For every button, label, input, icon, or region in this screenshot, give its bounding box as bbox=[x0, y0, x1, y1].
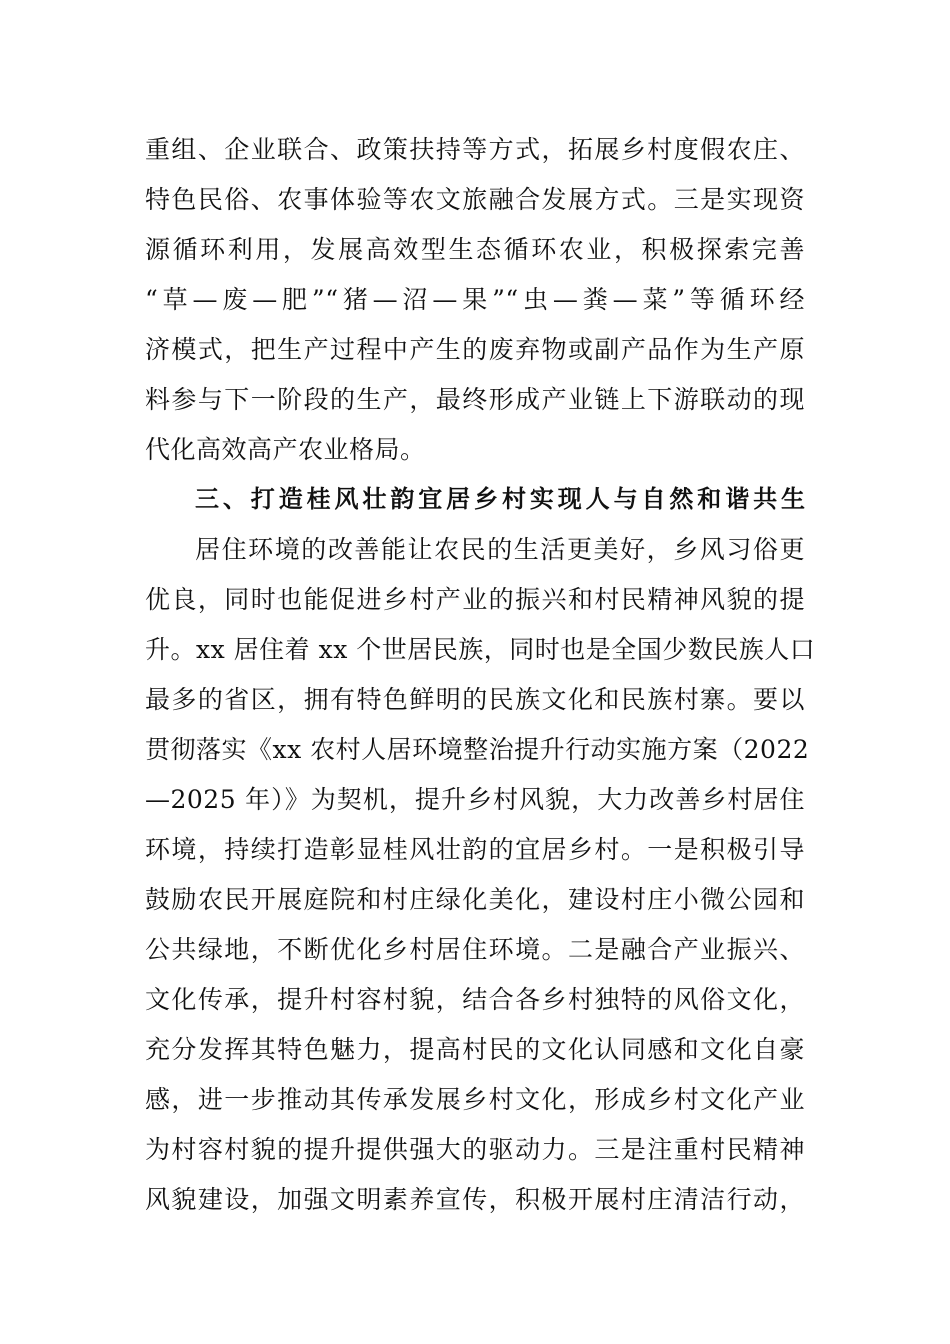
paragraph-line: “草—废—肥”“猪—沼—果”“虫—粪—菜”等循环经 bbox=[145, 285, 805, 314]
paragraph-line: 鼓励农民开展庭院和村庄绿化美化，建设村庄小微公园和 bbox=[145, 885, 805, 914]
paragraph-line: 升。xx 居住着 xx 个世居民族，同时也是全国少数民族人口 bbox=[145, 635, 816, 664]
paragraph-resource-recycling bbox=[145, 135, 805, 465]
section-heading: 三、打造桂风壮韵宜居乡村实现人与自然和谐共生 bbox=[195, 485, 805, 513]
paragraph-line: 源循环利用，发展高效型生态循环农业，积极探索完善 bbox=[145, 235, 805, 264]
paragraph-line: 代化高效高产农业格局。 bbox=[145, 435, 426, 464]
paragraph-line: 特色民俗、农事体验等农文旅融合发展方式。三是实现资 bbox=[145, 185, 805, 214]
paragraph-line: 居住环境的改善能让农民的生活更美好，乡风习俗更 bbox=[195, 535, 805, 564]
paragraph-living-environment bbox=[145, 535, 816, 1215]
paragraph-line: 文化传承，提升村容村貌，结合各乡村独特的风俗文化， bbox=[145, 985, 805, 1014]
paragraph-line: 充分发挥其特色魅力，提高村民的文化认同感和文化自豪 bbox=[145, 1035, 805, 1064]
paragraph-line: 感，进一步推动其传承发展乡村文化，形成乡村文化产业 bbox=[145, 1085, 805, 1114]
paragraph-line: 公共绿地，不断优化乡村居住环境。二是融合产业振兴、 bbox=[145, 935, 805, 964]
paragraph-line: 优良，同时也能促进乡村产业的振兴和村民精神风貌的提 bbox=[145, 585, 805, 614]
paragraph-line: 为村容村貌的提升提供强大的驱动力。三是注重村民精神 bbox=[145, 1135, 805, 1164]
paragraph-line: 最多的省区，拥有特色鲜明的民族文化和民族村寨。要以 bbox=[145, 685, 805, 714]
paragraph-line: 环境，持续打造彰显桂风壮韵的宜居乡村。一是积极引导 bbox=[145, 835, 805, 864]
paragraph-line: 济模式，把生产过程中产生的废弃物或副产品作为生产原 bbox=[145, 335, 805, 364]
paragraph-line: 风貌建设，加强文明素养宣传，积极开展村庄清洁行动， bbox=[145, 1185, 805, 1214]
paragraph-line: 料参与下一阶段的生产，最终形成产业链上下游联动的现 bbox=[145, 385, 805, 414]
paragraph-line: 重组、企业联合、政策扶持等方式，拓展乡村度假农庄、 bbox=[145, 135, 805, 164]
paragraph-line: —2025 年）》为契机，提升乡村风貌，大力改善乡村居住 bbox=[145, 785, 805, 814]
paragraph-line: 贯彻落实《xx 农村人居环境整治提升行动实施方案（2022 bbox=[145, 735, 810, 764]
